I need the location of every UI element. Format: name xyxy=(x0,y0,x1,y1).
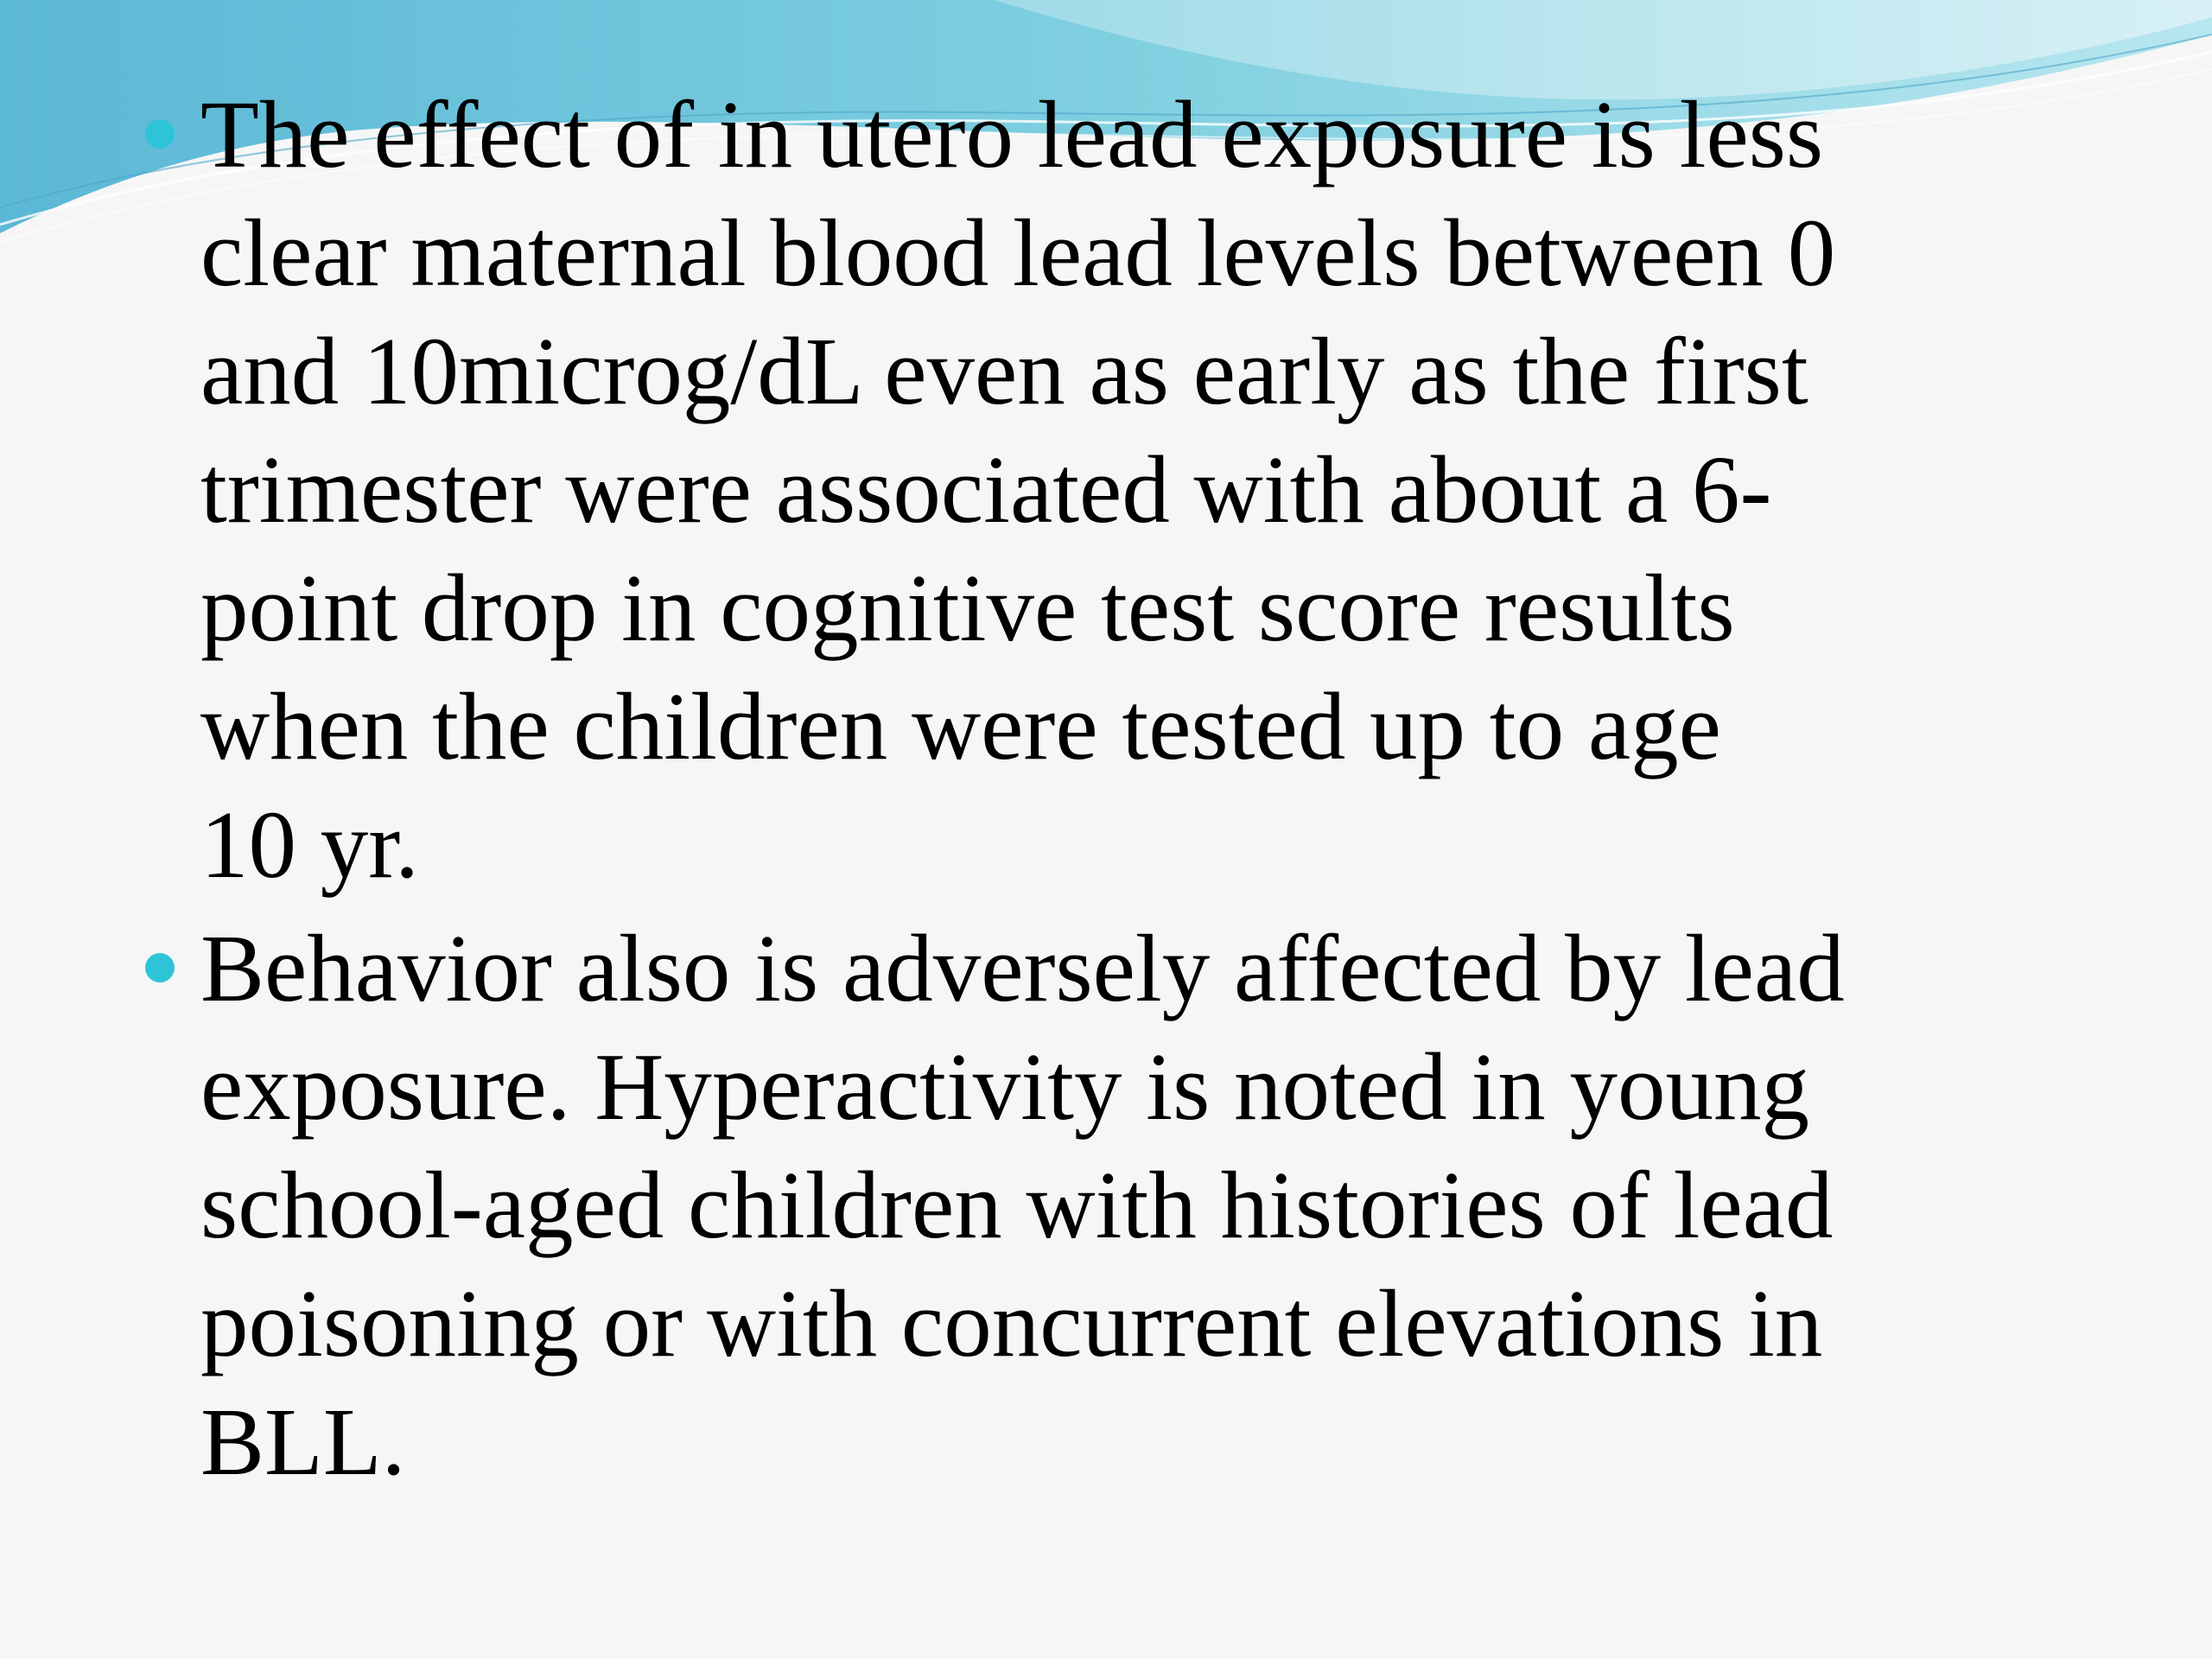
text-line: point drop in cognitive test score results xyxy=(200,556,1735,662)
text-line: Behavior also is adversely affected by lead xyxy=(200,916,1845,1022)
text-line: poisoning or with concurrent elevations in xyxy=(200,1271,1823,1377)
bullet-item-1 xyxy=(138,76,2039,905)
text-line: when the children were tested up to age xyxy=(200,674,1721,780)
bullet-text-2 xyxy=(200,910,2039,1502)
text-line: 10 yr. xyxy=(200,792,419,899)
text-line: exposure. Hyperactivity is noted in young xyxy=(200,1034,1809,1141)
bullet-text-1 xyxy=(200,76,2039,905)
text-line: The effect of in utero lead exposure is less xyxy=(200,82,1824,188)
bullet-item-2 xyxy=(138,910,2039,1502)
text-line: BLL. xyxy=(200,1389,406,1496)
text-line: school-aged children with histories of lead xyxy=(200,1153,1834,1259)
slide-body xyxy=(138,76,2039,1507)
bullet-dot-icon xyxy=(145,119,175,149)
bullet-dot-icon xyxy=(145,953,175,982)
text-line: and 10microg/dL even as early as the first xyxy=(200,319,1808,425)
text-line: trimester were associated with about a 6- xyxy=(200,437,1772,543)
text-line: clear maternal blood lead levels between 0 xyxy=(200,200,1836,307)
